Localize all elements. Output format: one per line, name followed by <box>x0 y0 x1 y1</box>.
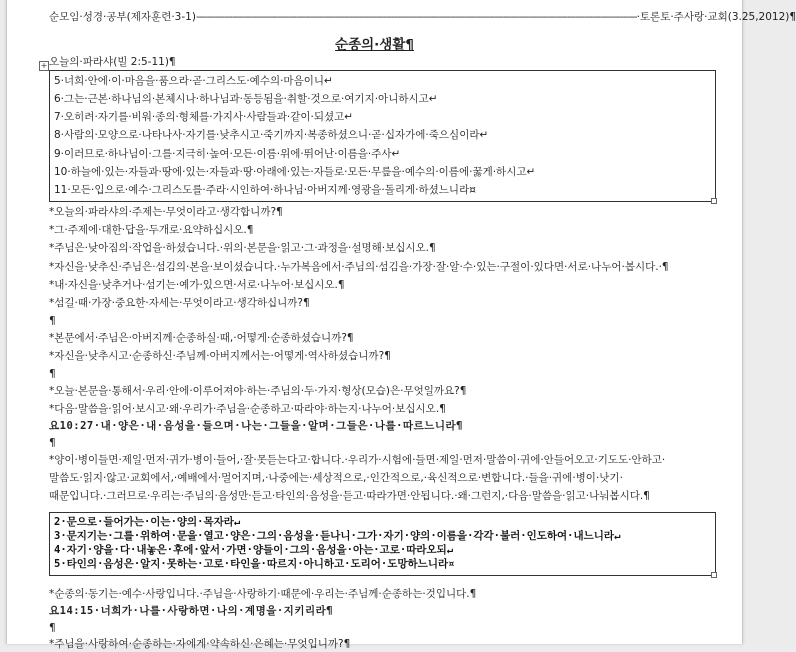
header-left: 순모임·성경·공부(제자훈련·3-1) <box>49 11 196 23</box>
empty-paragraph: ¶ <box>49 368 56 380</box>
header-right: ·토론토·주사랑·교회(3.25,2012)¶ <box>636 11 796 23</box>
scripture-reference: 요14:15·너희가·나를·사랑하면·나의·계명을·지키리라¶ <box>49 605 334 617</box>
page-title: 순종의·생활¶ <box>335 37 414 53</box>
document-page <box>6 0 796 650</box>
empty-paragraph: ¶ <box>49 315 56 327</box>
scripture-reference: 요10:27·내·양은·내·음성을·들으며·나는·그들을·알며·그들은·나를·따르느니라¶ <box>49 420 463 432</box>
empty-paragraph: ¶ <box>49 622 56 634</box>
verse-line: 8·사람의·모양으로·나타나사·자기를·낮추시고·죽기까지·복종하셨으니·곧·십자가에·죽으심이라↵ <box>54 129 489 141</box>
verse-line: 3·문지기는·그를·위하여·문을·열고·양은·그의·음성을·듣나니·그가·자기·양의·이름을·각각·불러·인도하여·내느니라↵ <box>54 530 621 542</box>
header-rule: -------------------------------------------------------------------------------------------------------------------------------------------------------------- <box>195 11 637 23</box>
verse-line: 11·모든·입으로·예수·그리스도를·주라·시인하여·하나님·아버지께·영광을·돌리게·하셨느니라¤ <box>54 184 476 196</box>
body-line: 말씀도·읽지·않고·교회에서,·예배에서·멀어지며,·나중에는·세상적으로,·인간적으로,·육신적으로·변합니다.·들을·귀에·병이·낫기· <box>49 472 623 484</box>
verse-line: 5·너희·안에·이·마음을·품으라·곧·그리스도·예수의·마음이니↵ <box>54 75 333 87</box>
verse-line: 4·자기·양을·다·내놓은·후에·앞서·가면·양들이·그의·음성을·아는·고로·따라오되↵ <box>54 544 454 556</box>
verse-line: 2·문으로·들어가는·이는·양의·목자라↵ <box>54 516 241 528</box>
passage-table[interactable] <box>49 70 716 202</box>
empty-paragraph: ¶ <box>49 437 56 449</box>
table-resize-handle[interactable] <box>711 572 717 578</box>
verse-line: 5·타인의·음성은·알지·못하는·고로·타인을·따르지·아니하고·도리어·도망하느니라¤ <box>54 558 455 570</box>
question-line: *섬길·때·가장·중요한·자세는·무엇이라고·생각하십니까?¶ <box>49 297 310 309</box>
question-line: *주님은·낮아짐의·작업을·하셨습니다.·위의·본문을·읽고·그·과정을·설명해·보십시오.¶ <box>49 242 436 254</box>
question-line: *주님을·사랑하여·순종하는·자에게·약속하신·은혜는·무엇입니까?¶ <box>49 638 351 650</box>
question-line: *자신을·낮추신·주님은·섬김의·본을·보이셨습니다.·누가복음에서·주님의·섬김을·가장·잘·알·수·있는·구절이·있다면·서로·나누어·봅시다.·¶ <box>49 261 669 273</box>
verse-line: 7·오히려·자기를·비워·종의·형체를·가지사·사람들과·같이·되셨고↵ <box>54 111 354 123</box>
document-header <box>49 9 796 25</box>
verse-line: 6·그는·근본·하나님의·본체시나·하나님과·동등됨을·취할·것으로·여기지·아니하시고↵ <box>54 93 438 105</box>
body-line: *순종의·동기는·예수·사랑입니다.·주님을·사랑하기·때문에·우리는·주님께·순종하는·것입니다.¶ <box>49 588 477 600</box>
question-line: *본문에서·주님은·아버지께·순종하실·때,·어떻게·순종하셨습니까?¶ <box>49 332 354 344</box>
body-line: 때문입니다.·그러므로·우리는·주님의·음성만·듣고·타인의·음성을·듣고·따라가면·안됩니다.·왜·그런지,·다음·말씀을·읽고·나눠봅시다.¶ <box>49 490 650 502</box>
question-line: *다음·말씀을·읽어·보시고·왜·우리가·주님을·순종하고·따라야·하는지·나누어·보십시오.¶ <box>49 403 446 415</box>
scripture-table[interactable] <box>49 512 716 576</box>
question-line: *오늘의·파라샤의·주제는·무엇이라고·생각합니까?¶ <box>49 206 283 218</box>
verse-line: 9·이러므로·하나님이·그를·지극히·높여·모든·이름·위에·뛰어난·이름을·주사↵ <box>54 148 401 160</box>
table-move-handle-icon[interactable]: + <box>40 61 48 70</box>
question-line: *자신을·낮추시고·순종하신·주님께·아버지께서는·어떻게·역사하셨습니까?¶ <box>49 350 391 362</box>
question-line: *오늘·본문을·통해서·우리·안에·이루어져야·하는·주님의·두·가지·형상(모습)은·무엇일까요?¶ <box>49 385 467 397</box>
question-line: *내·자신을·낮추거나·섬기는·예가·있으면·서로·나누어·보십시오.¶ <box>49 279 345 291</box>
passage-reference: 오늘의·파라샤(빌 2:5-11)¶ <box>49 56 176 68</box>
verse-line: 10·하늘에·있는·자들과·땅에·있는·자들과·땅·아래에·있는·자들로·모든·무릎을·예수의·이름에·꿇게·하시고↵ <box>54 166 536 178</box>
question-line: *그·주제에·대한·답을·두개로·요약하십시오.¶ <box>49 224 254 236</box>
body-line: *양이·병이들면·제일·먼저·귀가·병이·들어,·잘·못듣는다고·합니다.·우리가·시험에·들면·제일·먼저·말씀이·귀에·안들어오고·기도도·안하고· <box>49 454 666 466</box>
